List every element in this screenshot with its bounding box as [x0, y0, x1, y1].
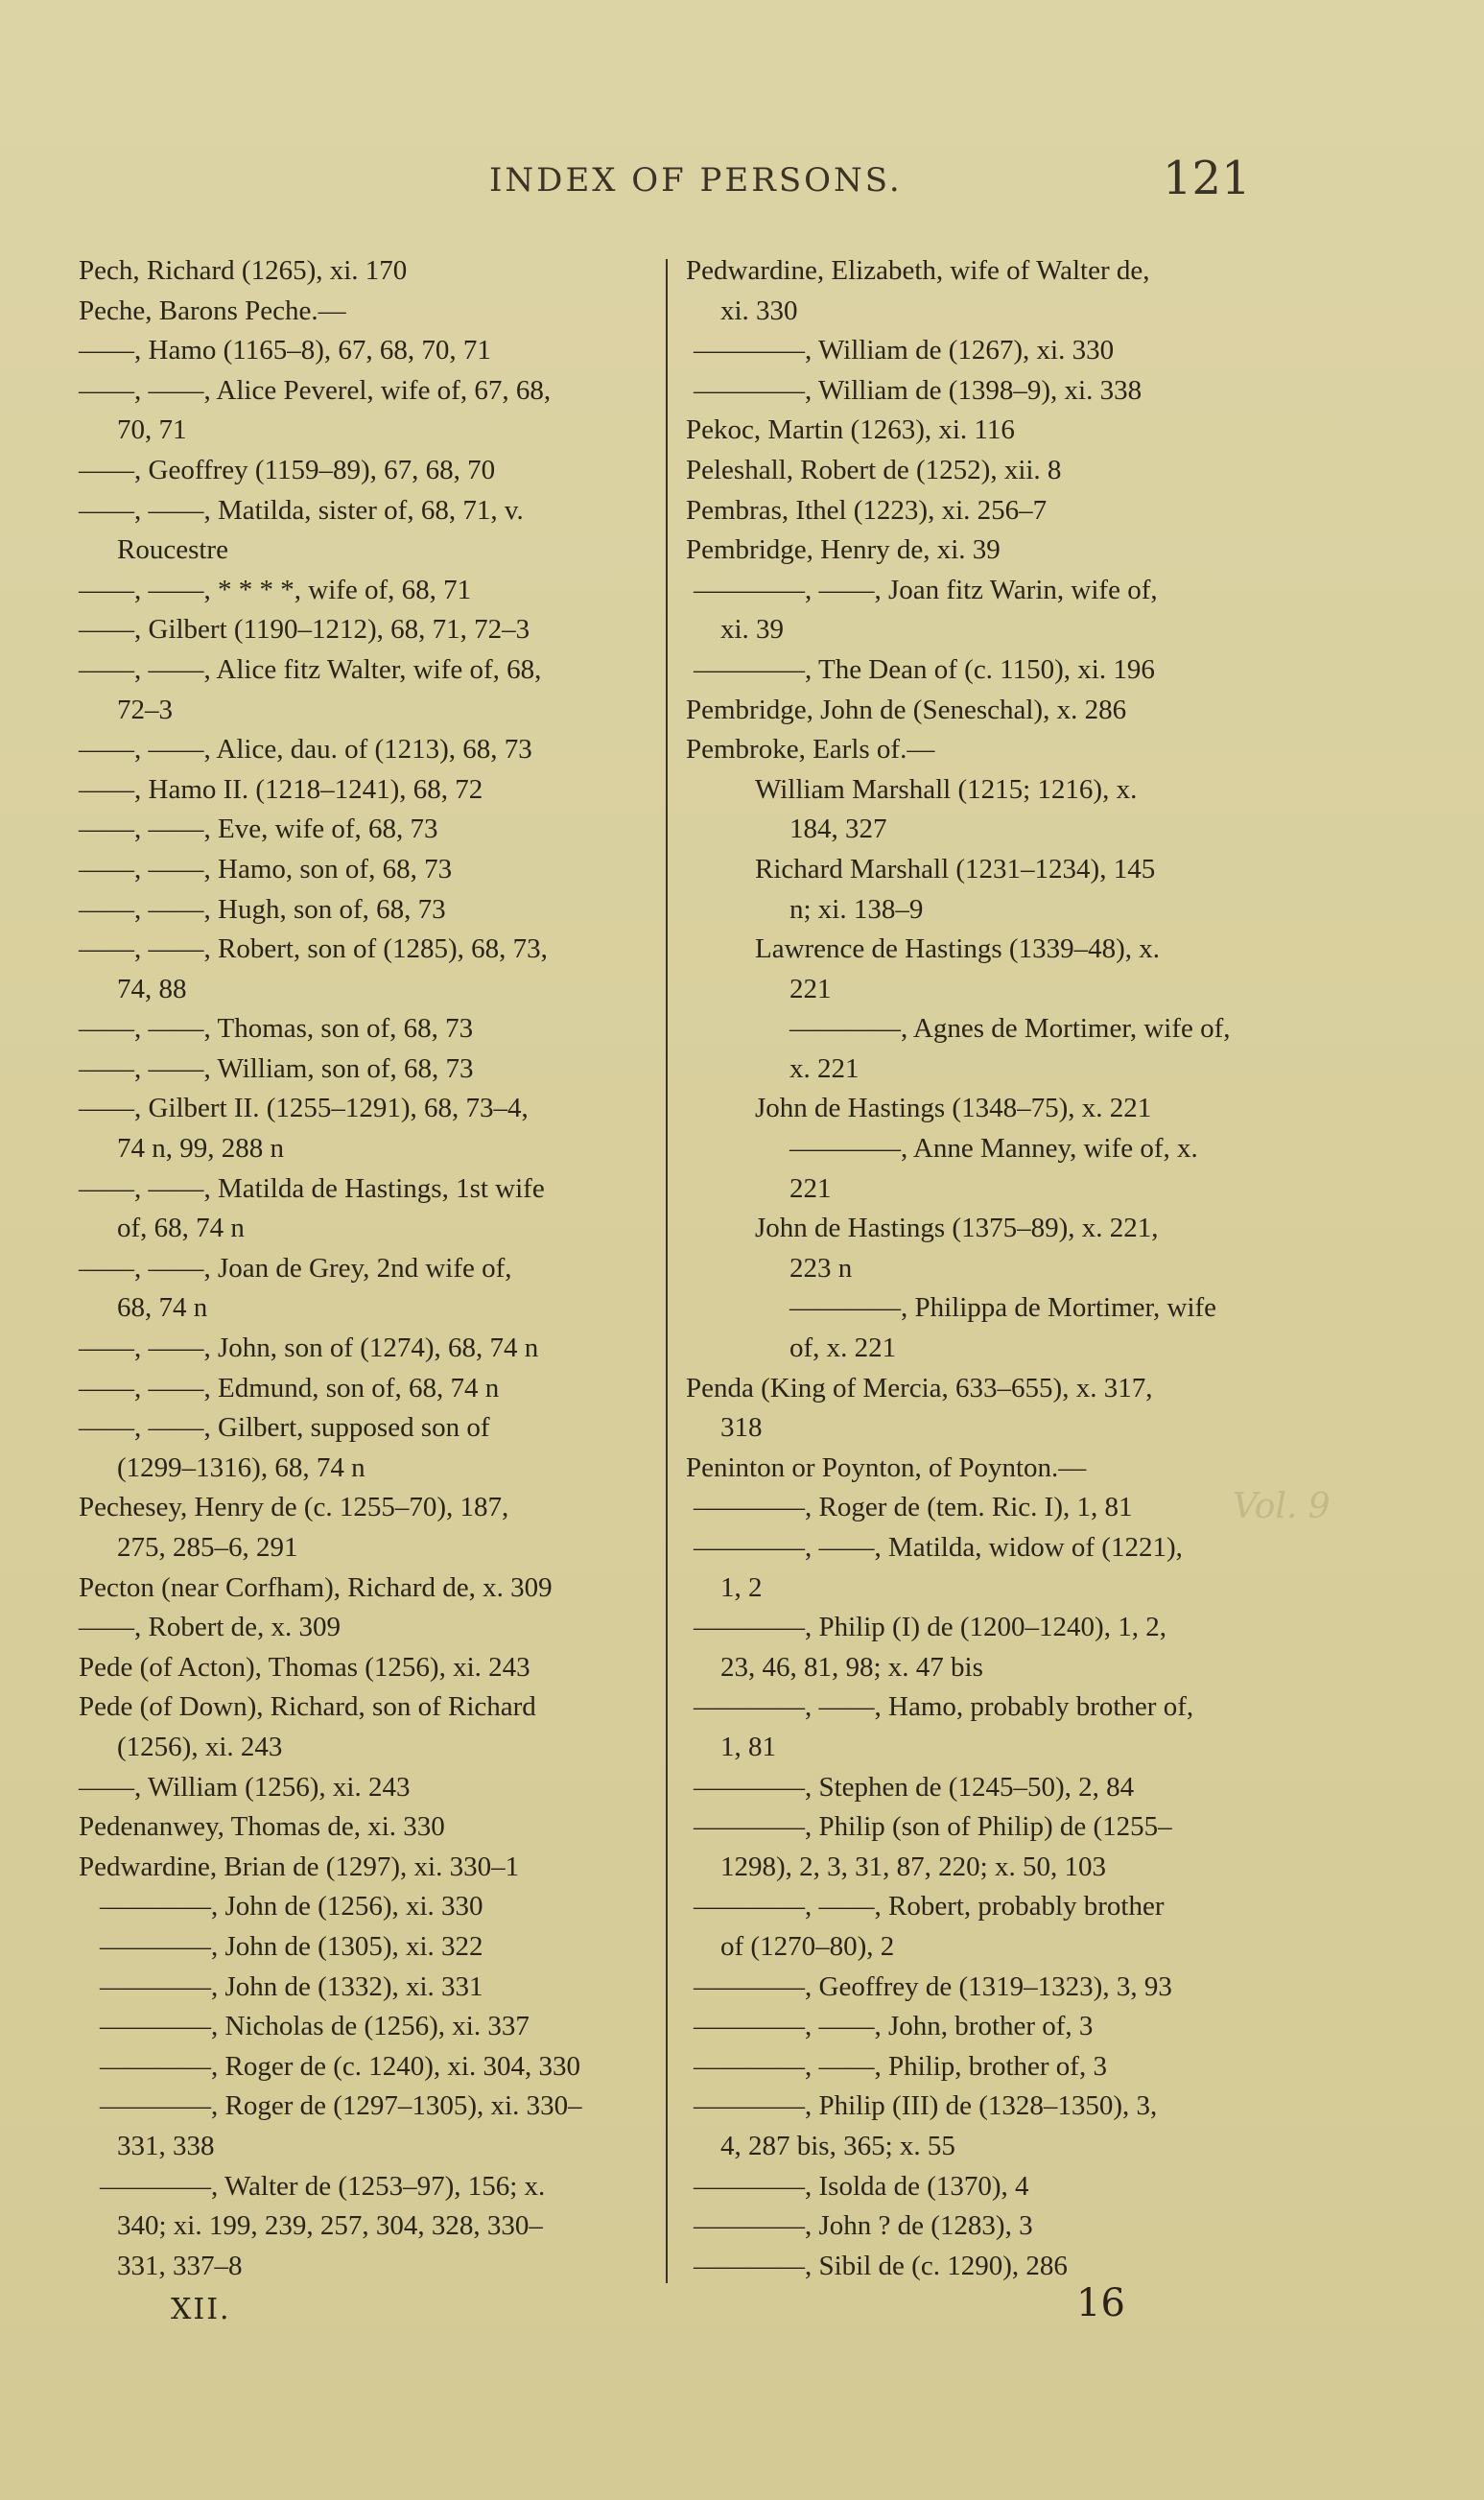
index-entry-line: of, x. 221: [789, 1333, 897, 1364]
index-entry-line: 221: [789, 973, 832, 1004]
index-entry-line: xi. 330: [720, 295, 798, 326]
index-entry-line: ——, Gilbert (1190–1212), 68, 71, 72–3: [79, 614, 530, 646]
index-entry-line: ————, ——, Philip, brother of, 3: [694, 2050, 1107, 2082]
index-entry-line: ——, ——, John, son of (1274), 68, 74 n: [79, 1333, 539, 1364]
index-entry-line: Pede (of Down), Richard, son of Richard: [79, 1691, 536, 1723]
index-entry-line: xi. 39: [720, 614, 785, 646]
sheet-number: 16: [1076, 2281, 1125, 2325]
index-entry-line: ————, Roger de (tem. Ric. I), 1, 81: [694, 1492, 1133, 1523]
index-entry-line: Roucestre: [117, 534, 228, 566]
index-entry-line: 74, 88: [117, 973, 187, 1004]
index-entry-line: ————, Agnes de Mortimer, wife of,: [789, 1013, 1231, 1045]
index-entry-line: ——, ——, Edmund, son of, 68, 74 n: [79, 1372, 500, 1403]
index-entry-line: ————, Roger de (c. 1240), xi. 304, 330: [100, 2050, 580, 2082]
index-entry-line: ——, Robert de, x. 309: [79, 1612, 342, 1643]
page-number: 121: [1163, 152, 1251, 205]
index-entry-line: (1256), xi. 243: [117, 1731, 283, 1762]
index-entry-line: ————, John de (1256), xi. 330: [100, 1891, 483, 1922]
index-entry-line: Pembras, Ithel (1223), xi. 256–7: [686, 494, 1048, 526]
index-entry-line: ——, ——, Hamo, son of, 68, 73: [79, 853, 453, 884]
index-entry-line: ——, ——, Eve, wife of, 68, 73: [79, 814, 438, 845]
index-entry-line: ——, ——, Robert, son of (1285), 68, 73,: [79, 933, 548, 965]
index-entry-line: 331, 338: [117, 2130, 215, 2161]
index-entry-line: ——, ——, Alice Peverel, wife of, 67, 68,: [79, 374, 552, 406]
index-entry-line: Pekoc, Martin (1263), xi. 116: [686, 414, 1015, 446]
index-entry-line: ————, ——, Robert, probably brother: [694, 1891, 1165, 1922]
index-entry-line: John de Hastings (1348–75), x. 221: [755, 1093, 1152, 1124]
index-entry-line: Pedenanwey, Thomas de, xi. 330: [79, 1811, 445, 1843]
index-entry-line: Richard Marshall (1231–1234), 145: [755, 853, 1156, 884]
index-entry-line: ——, ——, Gilbert, supposed son of: [79, 1412, 490, 1444]
index-entry-line: 4, 287 bis, 365; x. 55: [720, 2130, 955, 2161]
index-entry-line: ————, Sibil de (c. 1290), 286: [694, 2250, 1068, 2281]
index-entry-line: Peninton or Poynton, of Poynton.—: [686, 1451, 1087, 1483]
column-divider: [666, 259, 668, 2283]
index-entry-line: 331, 337–8: [117, 2250, 243, 2281]
index-entry-line: 221: [789, 1172, 832, 1204]
index-entry-line: ————, John ? de (1283), 3: [694, 2210, 1033, 2242]
index-entry-line: 68, 74 n: [117, 1292, 208, 1324]
index-entry-line: ————, Nicholas de (1256), xi. 337: [100, 2011, 530, 2042]
index-entry-line: 70, 71: [117, 414, 187, 446]
index-entry-line: ——, ——, William, son of, 68, 73: [79, 1052, 474, 1084]
index-entry-line: ——, Gilbert II. (1255–1291), 68, 73–4,: [79, 1093, 529, 1124]
index-entry-line: Pechesey, Henry de (c. 1255–70), 187,: [79, 1492, 509, 1523]
index-entry-line: ————, Anne Manney, wife of, x.: [789, 1133, 1198, 1165]
index-entry-line: John de Hastings (1375–89), x. 221,: [755, 1213, 1159, 1244]
index-entry-line: Peleshall, Robert de (1252), xii. 8: [686, 454, 1062, 485]
index-entry-line: ——, ——, Matilda de Hastings, 1st wife: [79, 1172, 545, 1204]
index-entry-line: ————, Philip (son of Philip) de (1255–: [694, 1811, 1172, 1843]
index-entry-line: n; xi. 138–9: [789, 893, 924, 925]
left-index-column: [79, 251, 649, 2286]
index-entry-line: ——, ——, * * * *, wife of, 68, 71: [79, 574, 472, 605]
index-entry-line: Lawrence de Hastings (1339–48), x.: [755, 933, 1160, 965]
index-entry-line: Pech, Richard (1265), xi. 170: [79, 255, 408, 286]
right-index-column: [686, 251, 1257, 2286]
index-entry-line: ————, William de (1267), xi. 330: [694, 335, 1115, 366]
index-entry-line: Pembroke, Earls of.—: [686, 734, 935, 766]
index-entry-line: ——, Geoffrey (1159–89), 67, 68, 70: [79, 454, 496, 485]
index-entry-line: ————, Stephen de (1245–50), 2, 84: [694, 1771, 1135, 1803]
index-entry-line: ————, John de (1332), xi. 331: [100, 1970, 483, 2002]
index-entry-line: of, 68, 74 n: [117, 1213, 245, 1244]
index-entry-line: ——, ——, Hugh, son of, 68, 73: [79, 893, 446, 925]
index-entry-line: ————, William de (1398–9), xi. 338: [694, 374, 1142, 406]
index-entry-line: Pede (of Acton), Thomas (1256), xi. 243: [79, 1651, 530, 1683]
index-entry-line: 1, 2: [720, 1571, 763, 1603]
index-entry-line: 1298), 2, 3, 31, 87, 220; x. 50, 103: [720, 1851, 1106, 1882]
index-entry-line: ————, ——, Joan fitz Warin, wife of,: [694, 574, 1158, 605]
index-entry-line: ——, ——, Alice, dau. of (1213), 68, 73: [79, 734, 532, 766]
index-entry-line: ————, Philip (I) de (1200–1240), 1, 2,: [694, 1612, 1166, 1643]
index-entry-line: x. 221: [789, 1052, 860, 1084]
index-entry-line: ————, ——, Hamo, probably brother of,: [694, 1691, 1194, 1723]
running-head: INDEX OF PERSONS.: [489, 161, 903, 200]
index-entry-line: 74 n, 99, 288 n: [117, 1133, 284, 1165]
index-entry-line: ——, Hamo II. (1218–1241), 68, 72: [79, 773, 483, 805]
index-entry-line: ————, Roger de (1297–1305), xi. 330–: [100, 2090, 582, 2122]
index-entry-line: ————, John de (1305), xi. 322: [100, 1930, 483, 1962]
index-entry-line: William Marshall (1215; 1216), x.: [755, 773, 1138, 805]
index-entry-line: 23, 46, 81, 98; x. 47 bis: [720, 1651, 983, 1683]
index-entry-line: Pedwardine, Elizabeth, wife of Walter de,: [686, 255, 1150, 286]
index-entry-line: (1299–1316), 68, 74 n: [117, 1451, 365, 1483]
index-entry-line: ——, ——, Alice fitz Walter, wife of, 68,: [79, 653, 542, 685]
index-entry-line: ——, Hamo (1165–8), 67, 68, 70, 71: [79, 335, 491, 366]
index-entry-line: 223 n: [789, 1252, 853, 1284]
index-entry-line: 72–3: [117, 694, 173, 725]
index-entry-line: Penda (King of Mercia, 633–655), x. 317,: [686, 1372, 1153, 1403]
index-entry-line: 275, 285–6, 291: [117, 1532, 298, 1563]
index-entry-line: Pembridge, Henry de, xi. 39: [686, 534, 1001, 566]
index-entry-line: ————, Geoffrey de (1319–1323), 3, 93: [694, 1970, 1172, 2002]
index-entry-line: 184, 327: [789, 814, 887, 845]
index-entry-line: ————, Walter de (1253–97), 156; x.: [100, 2170, 546, 2202]
index-entry-line: ————, Isolda de (1370), 4: [694, 2170, 1029, 2202]
index-entry-line: of (1270–80), 2: [720, 1930, 895, 1962]
index-entry-line: ————, Philip (III) de (1328–1350), 3,: [694, 2090, 1158, 2122]
signature-mark: XII.: [171, 2293, 231, 2326]
index-entry-line: ——, ——, Matilda, sister of, 68, 71, v.: [79, 494, 524, 526]
index-entry-line: Pembridge, John de (Seneschal), x. 286: [686, 694, 1127, 725]
index-entry-line: Pecton (near Corfham), Richard de, x. 309: [79, 1571, 553, 1603]
index-entry-line: ————, The Dean of (c. 1150), xi. 196: [694, 653, 1155, 685]
index-entry-line: ————, Philippa de Mortimer, wife: [789, 1292, 1217, 1324]
index-entry-line: 340; xi. 199, 239, 257, 304, 328, 330–: [117, 2210, 543, 2242]
pencil-margin-note: Vol. 9: [1233, 1487, 1331, 1526]
index-entry-line: ——, William (1256), xi. 243: [79, 1771, 411, 1803]
index-entry-line: ————, ——, John, brother of, 3: [694, 2011, 1094, 2042]
index-entry-line: ——, ——, Thomas, son of, 68, 73: [79, 1013, 474, 1045]
index-entry-line: Pedwardine, Brian de (1297), xi. 330–1: [79, 1851, 520, 1882]
index-entry-line: 1, 81: [720, 1731, 776, 1762]
index-entry-line: 318: [720, 1412, 763, 1444]
index-entry-line: ——, ——, Joan de Grey, 2nd wife of,: [79, 1252, 512, 1284]
index-entry-line: ————, ——, Matilda, widow of (1221),: [694, 1532, 1183, 1563]
index-entry-line: Peche, Barons Peche.—: [79, 295, 346, 326]
